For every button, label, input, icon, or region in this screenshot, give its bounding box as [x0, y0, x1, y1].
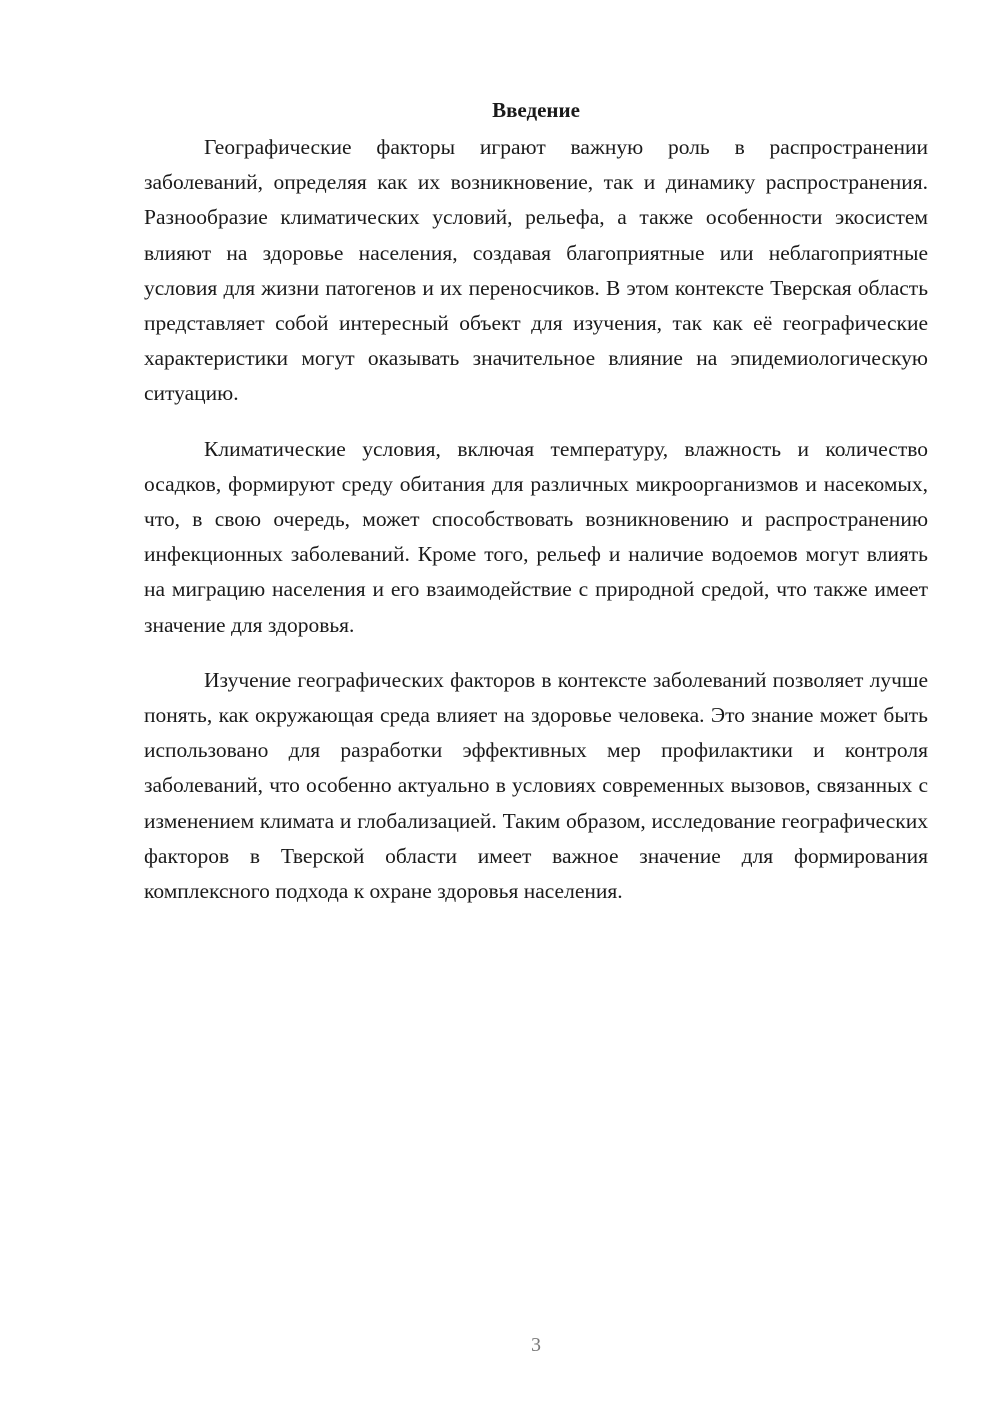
paragraph-2: Климатические условия, включая температуру, влажность и количество осадков, формируют среду обитания для различных микроорганизмов и насекомых, что, в свою очередь, может способствовать возникновению и распространению инфекционных заболеваний. Кроме того, рельеф и наличие водоемов могут влиять на миграцию населения и его взаимодействие с природной средой, что также имеет значение для здоровья. [144, 436, 928, 637]
paragraph-1: Географические факторы играют важную роль в распространении заболеваний, определяя как их возникновение, так и динамику распространения. Разнообразие климатических условий, рельефа, а также особенности экосистем влияют на здоровье населения, создавая благоприятные или неблагоприятные условия для жизни патогенов и их переносчиков. В этом контексте Тверская область представляет собой интересный объект для изучения, так как её географические характеристики могут оказывать значительное влияние на эпидемиологическую ситуацию. [144, 135, 928, 406]
page-number: 3 [531, 1334, 541, 1356]
section-title: Введение [492, 98, 580, 122]
paragraph-3: Изучение географических факторов в контексте заболеваний позволяет лучше понять, как окружающая среда влияет на здоровье человека. Это знание может быть использовано для разработки эффективных мер профилактики и контроля заболеваний, что особенно актуально в условиях современных вызовов, связанных с изменением климата и глобализацией. Таким образом, исследование географических факторов в Тверской области имеет важное значение для формирования комплексного подхода к охране здоровья населения. [144, 667, 928, 904]
page-body [144, 92, 928, 929]
